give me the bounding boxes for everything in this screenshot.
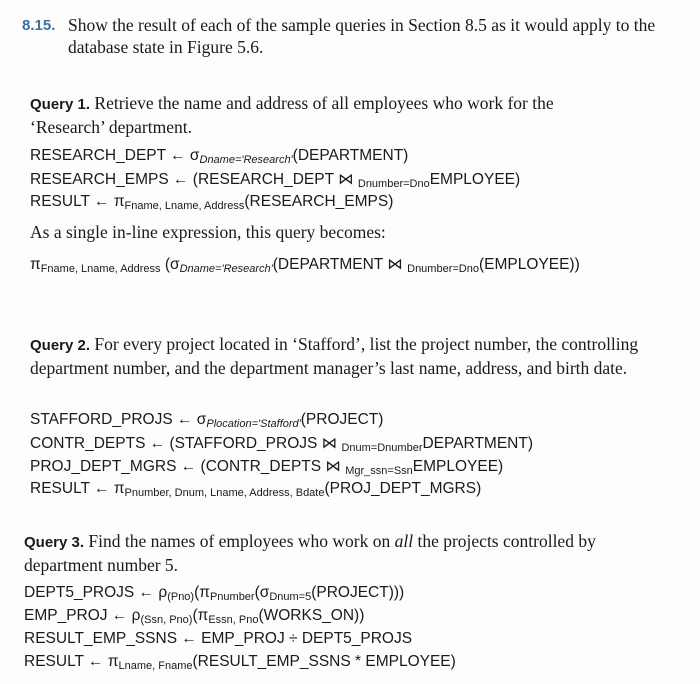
query3-line1: DEPT5_PROJS ← $\rho_{(Pno)}(\pi_{Pnumber}(\sigma_{Dnum=5}(PROJECT)))$ [24,584,405,603]
query3-label: Query 3. [24,534,85,551]
problem-statement [22,14,672,58]
problem-number: 8.15. [22,17,56,34]
query3-line3: RESULT_EMP_SSNS ← EMP_PROJ ÷ DEPT5_PROJS [24,630,413,647]
query1-inline-expression: $\pi_{Fname, Lname, Address}$ ($\sigma_{Dname='Research'}(DEPARTMENT$ ⋈ $_{Dnumber=Dno}$(EMPLOYEE)) [30,256,580,275]
query2-line2: CONTR_DEPTS ← (STAFFORD_PROJS ⋈ $_{Dnum=Dnumber}$DEPARTMENT) [30,435,533,454]
query1-description [30,92,630,138]
query2-line1: STAFFORD_PROJS ← $\sigma_{Plocation='Stafford'}(PROJECT)$ [30,411,384,430]
query1-line1: RESEARCH_DEPT ← $\sigma_{Dname='Research'}(DEPARTMENT)$ [30,147,409,166]
query2-text: For every project located in ‘Stafford’, list the project number, the controlling department number, and the department manager’s last name, address, and birth date. [30,334,639,378]
query3-description: Query 3. Find the names of employees who work on all the projects controlled by department number 5. [24,531,596,575]
problem-text: Show the result of each of the sample queries in Section 8.5 as it would apply to the database state in Figure 5.6. [68,15,656,57]
query1-line2: RESEARCH_EMPS ← (RESEARCH_DEPT ⋈ $_{Dnumber=Dno}$EMPLOYEE) [30,171,521,190]
query1-label: Query 1. [30,96,91,113]
query1-line3: RESULT ← $\pi_{Fname, Lname, Address}(RESEARCH\_EMPS)$ [30,193,394,212]
query2-label: Query 2. [30,337,91,354]
query1-inline-intro: As a single in-line expression, this query becomes: [30,222,386,242]
query2-description [30,333,640,379]
query2-line3: PROJ_DEPT_MGRS ← (CONTR_DEPTS ⋈ $_{Mgr\_ssn=Ssn}$EMPLOYEE) [30,458,504,477]
query3-line4: RESULT ← $\pi_{Lname, Fname}(RESULT\_EMP\_SSNS$ * EMPLOYEE) [24,653,456,672]
query3-line2: EMP_PROJ ← $\rho_{(Ssn, Pno)}(\pi_{Essn, Pno}(WORKS\_ON))$ [24,607,365,626]
query1-text: Retrieve the name and address of all employees who work for the ‘Research’ department. [30,93,554,137]
query2-line4: RESULT ← $\pi_{Pnumber, Dnum, Lname, Address, Bdate}(PROJ\_DEPT\_MGRS)$ [30,480,482,499]
